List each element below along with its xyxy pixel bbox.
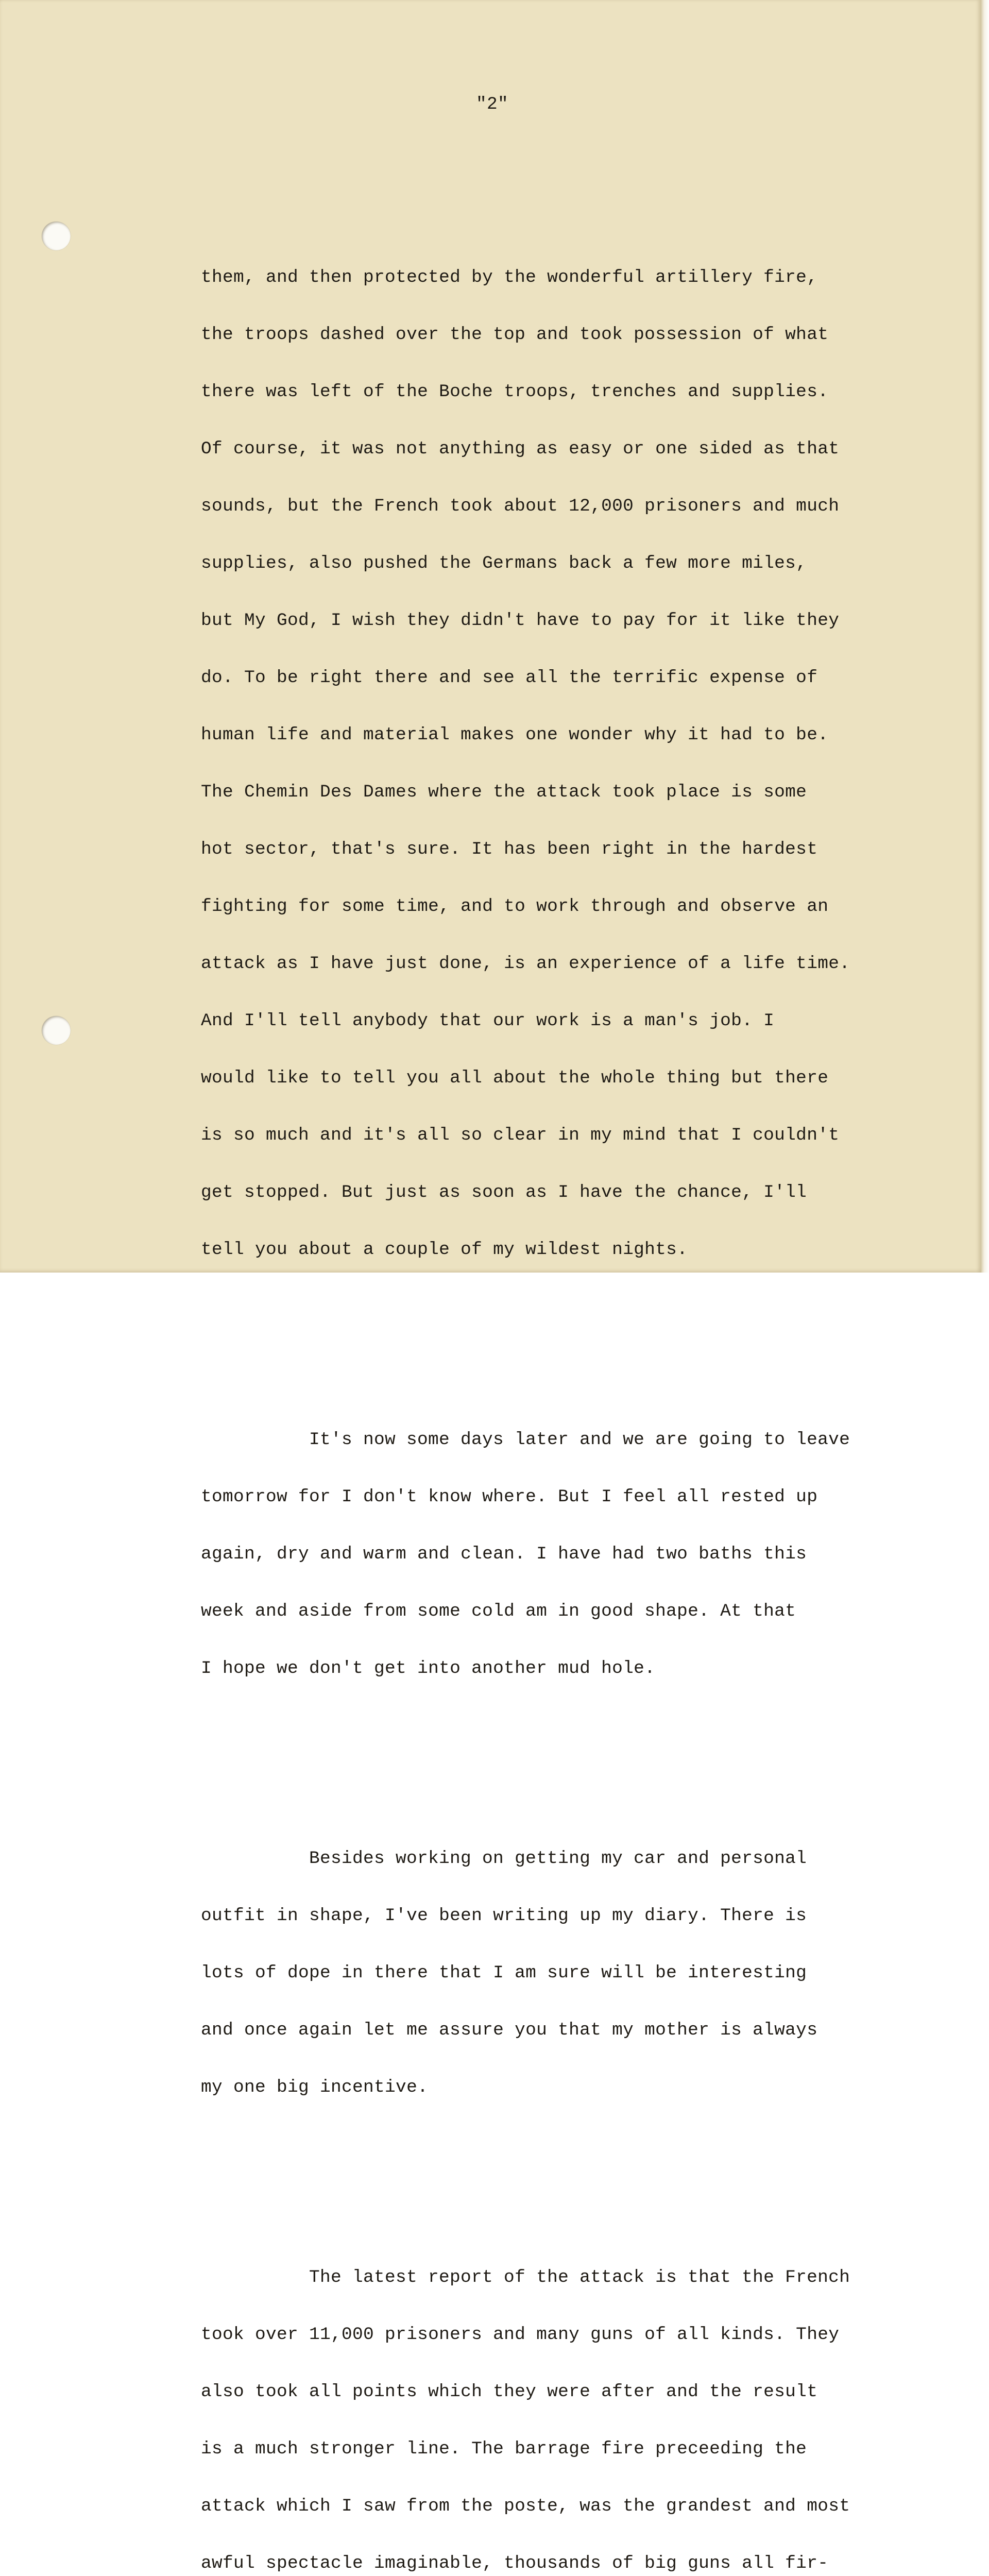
text-line: my one big incentive. [201,2077,429,2097]
letter-body [201,192,881,2576]
text-line: outfit in shape, I've been writing up my diary. There is [201,1906,807,1926]
text-line: Of course, it was not anything as easy or one sided as that [201,439,840,459]
text-line: lots of dope in there that I am sure will be interesting [201,1963,807,1983]
text-line: is a much stronger line. The barrage fire preceeding the [201,2439,807,2459]
text-line: The latest report of the attack is that the French [309,2267,850,2287]
text-line: also took all points which they were after and the result [201,2382,818,2402]
text-line: I hope we don't get into another mud hole. [201,1658,656,1679]
paragraph-4 [201,2230,881,2576]
page-number: "2" [476,94,509,114]
paragraph-2 [201,1392,881,1716]
text-line: them, and then protected by the wonderful artillery fire, [201,267,818,287]
text-line: the troops dashed over the top and took possession of what [201,325,829,345]
text-line: The Chemin Des Dames where the attack took place is some [201,782,807,802]
text-line: week and aside from some cold am in good shape. At that [201,1601,796,1621]
text-line: tell you about a couple of my wildest nights. [201,1240,688,1260]
text-line: took over 11,000 prisoners and many guns of all kinds. They [201,2325,840,2345]
text-line: It's now some days later and we are going to leave [309,1430,850,1450]
text-line: attack as I have just done, is an experience of a life time. [201,954,850,974]
text-line: there was left of the Boche troops, trenches and supplies. [201,382,829,402]
text-line: attack which I saw from the poste, was the grandest and most [201,2496,850,2516]
page-edge [981,0,989,1273]
text-line: do. To be right there and see all the terrific expense of [201,668,818,688]
paragraph-1 [201,230,881,1297]
text-line: awful spectacle imaginable, thousands of big guns all fir- [201,2553,829,2573]
paragraph-gap [201,1754,881,1773]
text-line: but My God, I wish they didn't have to pay for it like they [201,611,840,631]
paragraph-gap [201,2173,881,2192]
text-line: would like to tell you all about the whole thing but there [201,1068,829,1088]
text-line: Besides working on getting my car and personal [309,1849,807,1869]
text-line: again, dry and warm and clean. I have had two baths this [201,1544,807,1564]
paragraph-3 [201,1811,881,2135]
punch-hole-top [42,222,71,250]
text-line: sounds, but the French took about 12,000 prisoners and much [201,496,840,516]
text-line: human life and material makes one wonder why it had to be. [201,725,829,745]
text-line: is so much and it's all so clear in my mind that I couldn't [201,1125,840,1145]
text-line: and once again let me assure you that my mother is always [201,2020,818,2040]
text-line: hot sector, that's sure. It has been right in the hardest [201,839,818,859]
paragraph-gap [201,1335,881,1354]
text-line: tomorrow for I don't know where. But I feel all rested up [201,1487,818,1507]
text-line: And I'll tell anybody that our work is a man's job. I [201,1011,775,1031]
punch-hole-bottom [42,1016,71,1045]
text-line: get stopped. But just as soon as I have the chance, I'll [201,1182,807,1202]
text-line: supplies, also pushed the Germans back a few more miles, [201,553,807,573]
text-line: fighting for some time, and to work through and observe an [201,896,829,917]
